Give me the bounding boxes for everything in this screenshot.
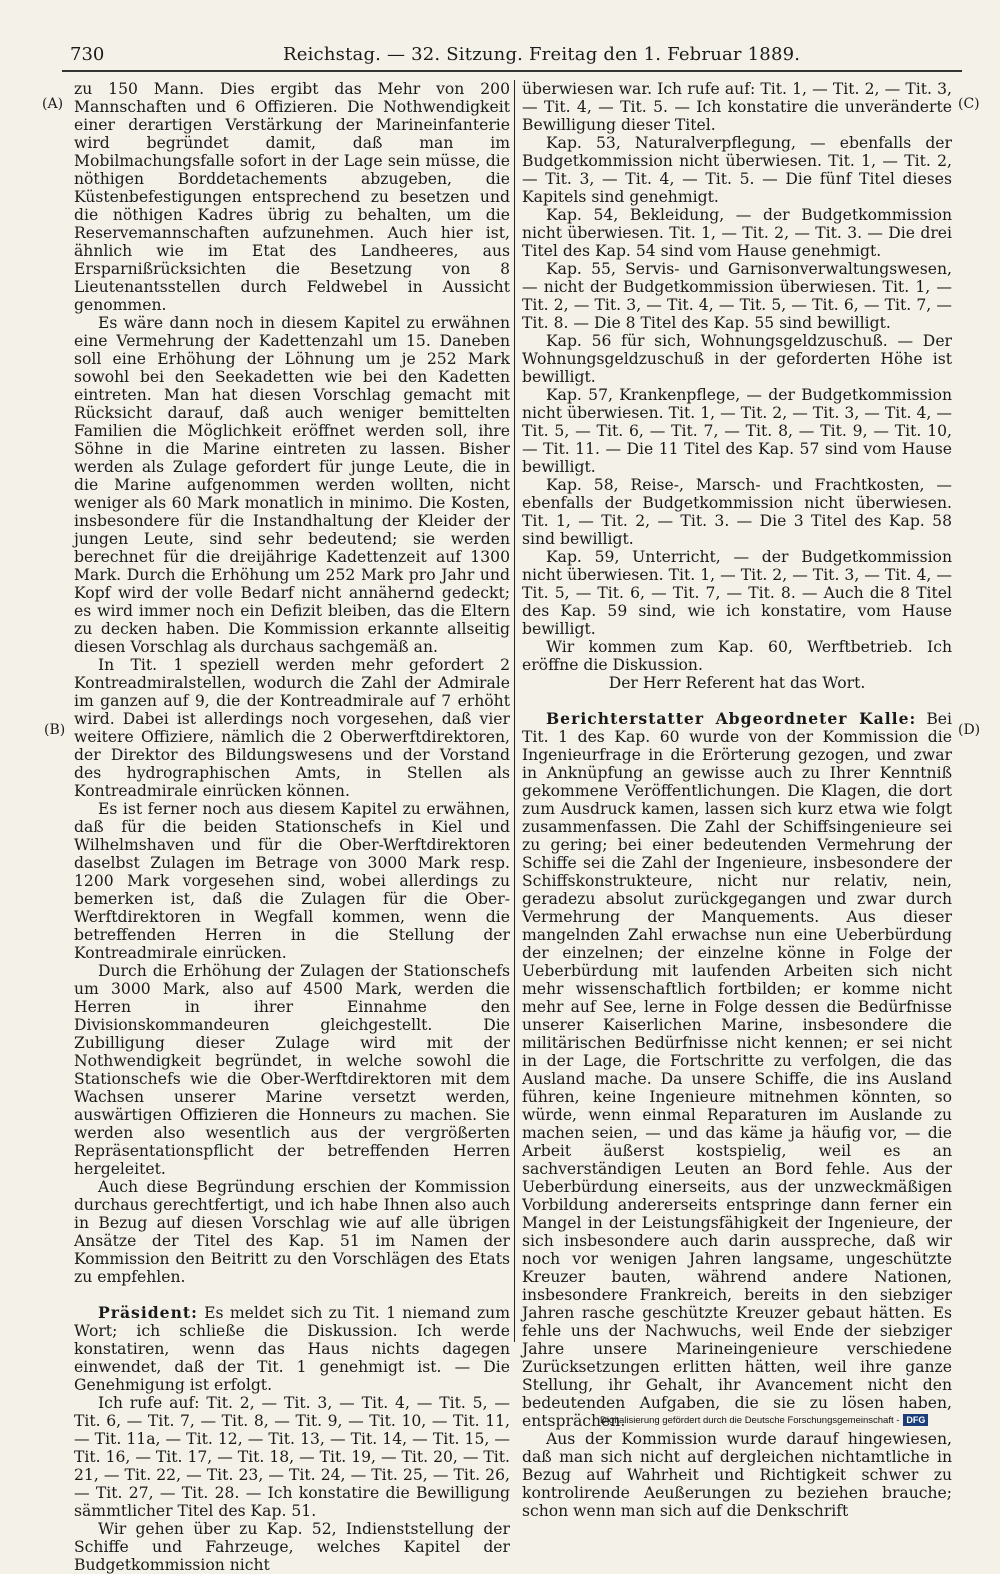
speech-paragraph [522, 710, 952, 1430]
margin-marker-a: (A) [42, 96, 64, 112]
speaker-name: Präsident: [98, 1303, 198, 1322]
dfg-logo: DFG [903, 1414, 928, 1426]
paragraph: zu 150 Mann. Dies ergibt das Mehr von 200 Mannschaften und 6 Offizieren. Die Nothwendigkeit einer derartigen Verstärkung der Marineinfanterie wird begründet damit, daß man im Mobilmachungsfalle sofort in der Lage sein müsse, die nöthigen Borddetachements abzugeben, die Küstenbefestigungen entsprechend zu besetzen und die nöthigen Kadres übrig zu behalten, um die Reservemannschaften aufzunehmen. Auch hier ist, ähnlich wie im Etat des Landheeres, aus Ersparnißrücksichten die Besetzung von 8 Lieutenantsstellen durch Feldwebel in Aussicht genommen. [74, 80, 510, 314]
speaker-name: Berichterstatter Abgeordneter Kalle: [546, 709, 917, 728]
paragraph: Kap. 57, Krankenpflege, — der Budgetkommission nicht überwiesen. Tit. 1, — Tit. 2, — Tit. 3, — Tit. 4, — Tit. 5, — Tit. 6, — Tit. 7, — Tit. 8, — Tit. 9, — Tit. 10, — Tit. 11. — Die 11 Titel des Kap. 57 sind vom Hause bewilligt. [522, 386, 952, 476]
speech-text: Es meldet sich zu Tit. 1 niemand zum Wort; ich schließe die Diskussion. Ich werde konstatiren, wenn das Haus nichts dagegen einwendet, daß der Tit. 1 genehmigt ist. — Die Genehmigung ist erfolgt. [74, 1304, 510, 1394]
paragraph: Es ist ferner noch aus diesem Kapitel zu erwähnen, daß für die beiden Stationschefs in Kiel und Wilhelmshaven und für die Ober-Werftdirektoren daselbst Zulagen im Betrage von 3000 Mark resp. 1200 Mark vorgesehen sind, wobei allerdings zu bemerken ist, daß die Zulagen für die Ober-Werftdirektoren in Wegfall kommen, wenn die betreffenden Herren in die Stellung der Kontreadmirale einrücken. [74, 800, 510, 962]
paragraph: Ich rufe auf: Tit. 2, — Tit. 3, — Tit. 4, — Tit. 5, — Tit. 6, — Tit. 7, — Tit. 8, — Tit. 9, — Tit. 10, — Tit. 11, — Tit. 11a, — Tit. 12, — Tit. 13, — Tit. 14, — Tit. 15, — Tit. 16, — Tit. 17, — Tit. 18, — Tit. 19, — Tit. 20, — Tit. 21, — Tit. 22, — Tit. 23, — Tit. 24, — Tit. 25, — Tit. 26, — Tit. 27, — Tit. 28. — Ich konstatire die Bewilligung sämmtlicher Titel des Kap. 51. [74, 1394, 510, 1520]
paragraph: Durch die Erhöhung der Zulagen der Stationschefs um 3000 Mark, also auf 4500 Mark, werden die Herren in ihrer Einnahme den Divisionskommandeuren gleichgestellt. Die Zubilligung dieser Zulage wird mit der Nothwendigkeit begründet, in welche sowohl die Stationschefs wie die Ober-Werftdirektoren mit dem Wachsen unserer Marine versetzt werden, auswärtigen Offizieren die Honneurs zu machen. Sie werden also wesentlich aus der vergrößerten Repräsentationspflicht der betreffenden Herren hergeleitet. [74, 962, 510, 1178]
left-column [74, 80, 510, 1574]
margin-marker-d: (D) [958, 722, 981, 738]
paragraph: Auch diese Begründung erschien der Kommission durchaus gerechtfertigt, und ich habe Ihnen also auch in Bezug auf diesen Vorschlag wie auf alle übrigen Ansätze der Titel des Kap. 51 im Namen der Kommission den Beitritt zu den Vorschlägen des Etats zu empfehlen. [74, 1178, 510, 1286]
paragraph: Wir gehen über zu Kap. 52, Indienststellung der Schiffe und Fahrzeuge, welches Kapitel der Budgetkommission nicht [74, 1520, 510, 1574]
running-title: Reichstag. — 32. Sitzung. Freitag den 1. Februar 1889. [283, 44, 801, 65]
digitization-footer [600, 1414, 990, 1428]
paragraph: Aus der Kommission wurde darauf hingewiesen, daß man sich nicht auf dergleichen nichtamtliche in Bezug auf Wahrheit und Richtigkeit schwer zu kontrolirende Aeußerungen zu beziehen brauche; schon wenn man sich auf die Denkschrift [522, 1430, 952, 1520]
paragraph: Kap. 53, Naturalverpflegung, — ebenfalls der Budgetkommission nicht überwiesen. Tit. 1, — Tit. 2, — Tit. 3, — Tit. 4, — Tit. 5. — Die fünf Titel dieses Kapitels sind genehmigt. [522, 134, 952, 206]
paragraph: Kap. 54, Bekleidung, — der Budgetkommission nicht überwiesen. Tit. 1, — Tit. 2, — Tit. 3. — Die drei Titel des Kap. 54 sind vom Hause genehmigt. [522, 206, 952, 260]
spacer [522, 692, 952, 710]
column-divider [514, 80, 515, 1342]
paragraph: Der Herr Referent hat das Wort. [608, 674, 866, 692]
spacer [74, 1286, 510, 1304]
margin-marker-c: (C) [958, 96, 980, 112]
paragraph: überwiesen war. Ich rufe auf: Tit. 1, — Tit. 2, — Tit. 3, — Tit. 4, — Tit. 5. — Ich konstatire die unveränderte Bewilligung dieser Titel. [522, 80, 952, 134]
paragraph: Kap. 59, Unterricht, — der Budgetkommission nicht überwiesen. Tit. 1, — Tit. 2, — Tit. 3, — Tit. 4, — Tit. 5, — Tit. 6, — Tit. 7, — Tit. 8. — Auch die 8 Titel des Kap. 59 sind, wie ich konstatire, vom Hause bewilligt. [522, 548, 952, 638]
paragraph: Kap. 56 für sich, Wohnungsgeldzuschuß. — Der Wohnungsgeldzuschuß in der geforderten Höhe ist bewilligt. [522, 332, 952, 386]
page-number: 730 [70, 44, 105, 65]
right-column [522, 80, 952, 1520]
paragraph: In Tit. 1 speziell werden mehr gefordert 2 Kontreadmiralstellen, wodurch die Zahl der Admirale im ganzen auf 9, die der Kontreadmirale auf 7 erhöht wird. Dabei ist allerdings noch vorgesehen, daß vier weitere Offiziere, nämlich die 2 Oberwerftdirektoren, der Direktor des Bildungswesens und der Vorstand des hydrographischen Amts, in Stellen als Kontreadmirale einrücken können. [74, 656, 510, 800]
margin-marker-b: (B) [44, 722, 66, 738]
speech-text: Bei Tit. 1 des Kap. 60 wurde von der Kommission die Ingenieurfrage in die Erörterung gezogen, und zwar in Anknüpfung an gewisse auch zu Ihrer Kenntniß gekommene Veröffentlichungen. Die Klagen, die dort zum Ausdruck kamen, lassen sich kurz etwa wie folgt zusammenfassen. Die Zahl der Schiffsingenieure sei zu gering; bei einer bedeutenden Vermehrung der Schiffe sei die Zahl der Ingenieure, insbesondere der Schiffskonstrukteure, nicht nur relativ, nein, geradezu absolut zurückgegangen und zwar durch Vermehrung der Manquements. Aus dieser mangelnden Zahl erwachse nun eine Ueberbürdung der einzelnen; der einzelne könne in Folge der Ueberbürdung mit laufenden Arbeiten sich nicht mehr wissenschaftlich fortbilden; er komme nicht mehr auf See, lerne in Folge dessen die Bedürfnisse unserer Kaiserlichen Marine, insbesondere die militärischen Bedürfnisse nicht kennen; er sei nicht in der Lage, die Fortschritte zu verfolgen, die das Ausland mache. Da unsere Schiffe, die ins Ausland führen, keine Ingenieure mitnehmen könnten, so würde, wenn einmal Reparaturen im Auslande zu machen seien, — und das käme ja häufig vor, — die Arbeit äußerst kostspielig, weil es an sachverständigen Leuten an Bord fehle. Aus der Ueberbürdung einerseits, aus der unzweckmäßigen Vorbildung andererseits entspringe dann ferner ein Mangel in der Leistungsfähigkeit der Ingenieure, der sich insbesondere auch darin ausspreche, daß wir noch vor wenigen Jahren langsame, ungeschützte Kreuzer bauten, während andere Nationen, insbesondere Frankreich, bereits in den siebziger Jahren rasche geschützte Kreuzer gebaut hätten. Es fehle uns der Nachwuchs, weil Ende der siebziger Jahre unsere Marineingenieure verschiedene Zurücksetzungen erlitten hätten, weil ihre ganze Stellung, ihr Gehalt, ihr Avancement nicht den bedeutenden Aufgaben, die sie zu lösen haben, entsprächen. [522, 710, 952, 1430]
speech-paragraph [74, 1304, 510, 1394]
paragraph: Wir kommen zum Kap. 60, Werftbetrieb. Ich eröffne die Diskussion. [522, 638, 952, 674]
paragraph: Es wäre dann noch in diesem Kapitel zu erwähnen eine Vermehrung der Kadettenzahl um 15. Daneben soll eine Erhöhung der Löhnung um je 252 Mark sowohl bei den Seekadetten wie bei den Kadetten eintreten. Man hat diesen Vorschlag gemacht mit Rücksicht darauf, daß auch weniger bemittelten Familien die Möglichkeit eröffnet werden soll, ihre Söhne in die Marine eintreten zu lassen. Bisher werden als Zulage gefordert für junge Leute, die in die Marine aufgenommen werden wollten, nicht weniger als 60 Mark monatlich in minimo. Die Kosten, insbesondere für die Instandhaltung der Kleider der jungen Leute, sind sehr bedeutend; sie werden berechnet für die dreijährige Kadettenzeit auf 1300 Mark. Durch die Erhöhung um 252 Mark pro Jahr und Kopf wird der volle Bedarf nicht annähernd gedeckt; es wird immer noch ein Defizit bleiben, das die Eltern zu decken haben. Die Kommission erkannte allseitig diesen Vorschlag als durchaus sachgemäß an. [74, 314, 510, 656]
header-rule [62, 70, 962, 72]
page-header [58, 42, 958, 68]
paragraph: Kap. 55, Servis- und Garnisonverwaltungswesen, — nicht der Budgetkommission überwiesen. Tit. 1, — Tit. 2, — Tit. 3, — Tit. 4, — Tit. 5, — Tit. 6, — Tit. 7, — Tit. 8. — Die 8 Titel des Kap. 55 sind bewilligt. [522, 260, 952, 332]
paragraph: Kap. 58, Reise-, Marsch- und Frachtkosten, — ebenfalls der Budgetkommission nicht überwiesen. Tit. 1, — Tit. 2, — Tit. 3. — Die 3 Titel des Kap. 58 sind bewilligt. [522, 476, 952, 548]
footer-text: Digitalisierung gefördert durch die Deutsche Forschungsgemeinschaft - [600, 1415, 900, 1426]
